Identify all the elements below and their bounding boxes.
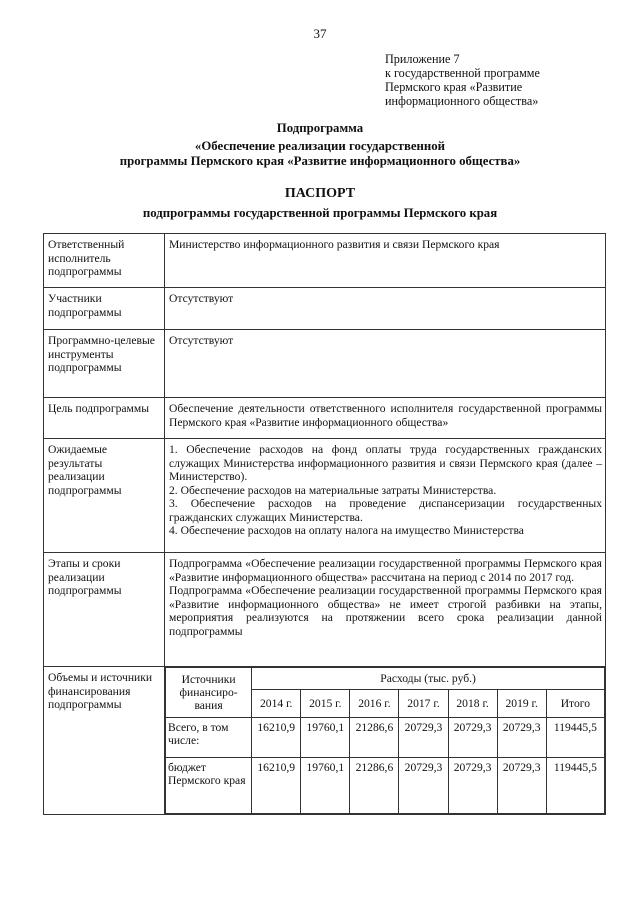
appendix-line: Пермского края «Развитие bbox=[385, 80, 523, 94]
funding-value: 21286,6 bbox=[350, 758, 399, 814]
funding-cell bbox=[165, 667, 606, 815]
funding-value: 20729,3 bbox=[497, 758, 546, 814]
stages-paragraph: Подпрограмма «Обеспечение реализации государственной программы Пермского края «Развитие информационного общества» рассчитана на период с 2014 по 2017 год. bbox=[169, 557, 602, 584]
year-header: 2019 г. bbox=[497, 690, 546, 718]
row-label: Программно-целевые инструменты подпрограммы bbox=[44, 330, 165, 398]
funding-total-value: 119445,5 bbox=[546, 718, 604, 758]
total-header: Итого bbox=[546, 690, 604, 718]
year-header: 2016 г. bbox=[350, 690, 399, 718]
result-item: 3. Обеспечение расходов на проведение диспансеризации государственных гражданских служащих Министерства. bbox=[169, 497, 602, 524]
passport-heading: ПАСПОРТ bbox=[284, 186, 356, 201]
year-header: 2014 г. bbox=[252, 690, 301, 718]
page-number: 37 bbox=[313, 26, 327, 41]
funding-table bbox=[165, 667, 605, 814]
funding-value: 20729,3 bbox=[448, 718, 497, 758]
stages-paragraph: Подпрограмма «Обеспечение реализации государственной программы Пермского края «Развитие информационного общества» не имеет строгой разбивки на этапы, мероприятия реализуются на протяжении всего срока реализации данной подпрограммы bbox=[169, 584, 602, 638]
funding-total-value: 119445,5 bbox=[546, 758, 604, 814]
year-header: 2017 г. bbox=[399, 690, 448, 718]
subprogram-title bbox=[0, 139, 640, 169]
appendix-note bbox=[385, 52, 635, 108]
row-label: Ожидаемые результаты реализации подпрограммы bbox=[44, 439, 165, 553]
row-instruments bbox=[44, 330, 606, 398]
result-item: 2. Обеспечение расходов на материальные затраты Министерства. bbox=[169, 483, 497, 497]
row-value: Отсутствуют bbox=[165, 330, 606, 398]
row-executor bbox=[44, 234, 606, 288]
row-value: Министерство информационного развития и связи Пермского края bbox=[165, 234, 606, 288]
result-item: 1. Обеспечение расходов на фонд оплаты труда государственных гражданских служащих Министерства информационного развития и связи Пермского края (далее – Министерство). bbox=[169, 443, 602, 483]
row-label: Объемы и источники финансирования подпрограммы bbox=[44, 667, 165, 815]
row-label: Цель подпрограммы bbox=[44, 398, 165, 439]
appendix-line: к государственной программе bbox=[385, 66, 540, 80]
row-participants bbox=[44, 288, 606, 330]
appendix-line: Приложение 7 bbox=[385, 52, 460, 66]
funding-value: 19760,1 bbox=[301, 758, 350, 814]
funding-value: 20729,3 bbox=[448, 758, 497, 814]
funding-value: 20729,3 bbox=[399, 718, 448, 758]
row-label: Участники подпрограммы bbox=[44, 288, 165, 330]
row-value bbox=[165, 553, 606, 667]
funding-source-header: Источники финансиро-вания bbox=[166, 668, 252, 718]
funding-source: Всего, в том числе: bbox=[166, 718, 252, 758]
row-goal bbox=[44, 398, 606, 439]
funding-value: 19760,1 bbox=[301, 718, 350, 758]
year-header: 2015 г. bbox=[301, 690, 350, 718]
funding-value: 20729,3 bbox=[497, 718, 546, 758]
funding-value: 16210,9 bbox=[252, 758, 301, 814]
row-funding bbox=[44, 667, 606, 815]
row-label: Этапы и сроки реализации подпрограммы bbox=[44, 553, 165, 667]
row-value: Отсутствуют bbox=[165, 288, 606, 330]
row-value: Обеспечение деятельности ответственного исполнителя государственной программы Пермского края «Развитие информационного общества» bbox=[165, 398, 606, 439]
passport-table bbox=[43, 233, 606, 815]
row-value bbox=[165, 439, 606, 553]
row-results bbox=[44, 439, 606, 553]
funding-value: 16210,9 bbox=[252, 718, 301, 758]
funding-expenses-header: Расходы (тыс. руб.) bbox=[252, 668, 605, 690]
funding-row-total bbox=[166, 718, 605, 758]
row-label: Ответственный исполнитель подпрограммы bbox=[44, 234, 165, 288]
passport-subtitle: подпрограммы государственной программы Пермского края bbox=[142, 206, 498, 220]
subprogram-title-line: «Обеспечение реализации государственной bbox=[194, 139, 446, 153]
year-header: 2018 г. bbox=[448, 690, 497, 718]
funding-value: 21286,6 bbox=[350, 718, 399, 758]
funding-header-row bbox=[166, 668, 605, 690]
row-stages bbox=[44, 553, 606, 667]
funding-value: 20729,3 bbox=[399, 758, 448, 814]
funding-source: бюджет Пермского края bbox=[166, 758, 252, 814]
funding-row-budget bbox=[166, 758, 605, 814]
subprogram-title-line: программы Пермского края «Развитие информационного общества» bbox=[119, 154, 521, 168]
appendix-line: информационного общества» bbox=[385, 94, 539, 108]
subprogram-label: Подпрограмма bbox=[276, 121, 364, 135]
result-item: 4. Обеспечение расходов на оплату налога на имущество Министерства bbox=[169, 524, 524, 537]
